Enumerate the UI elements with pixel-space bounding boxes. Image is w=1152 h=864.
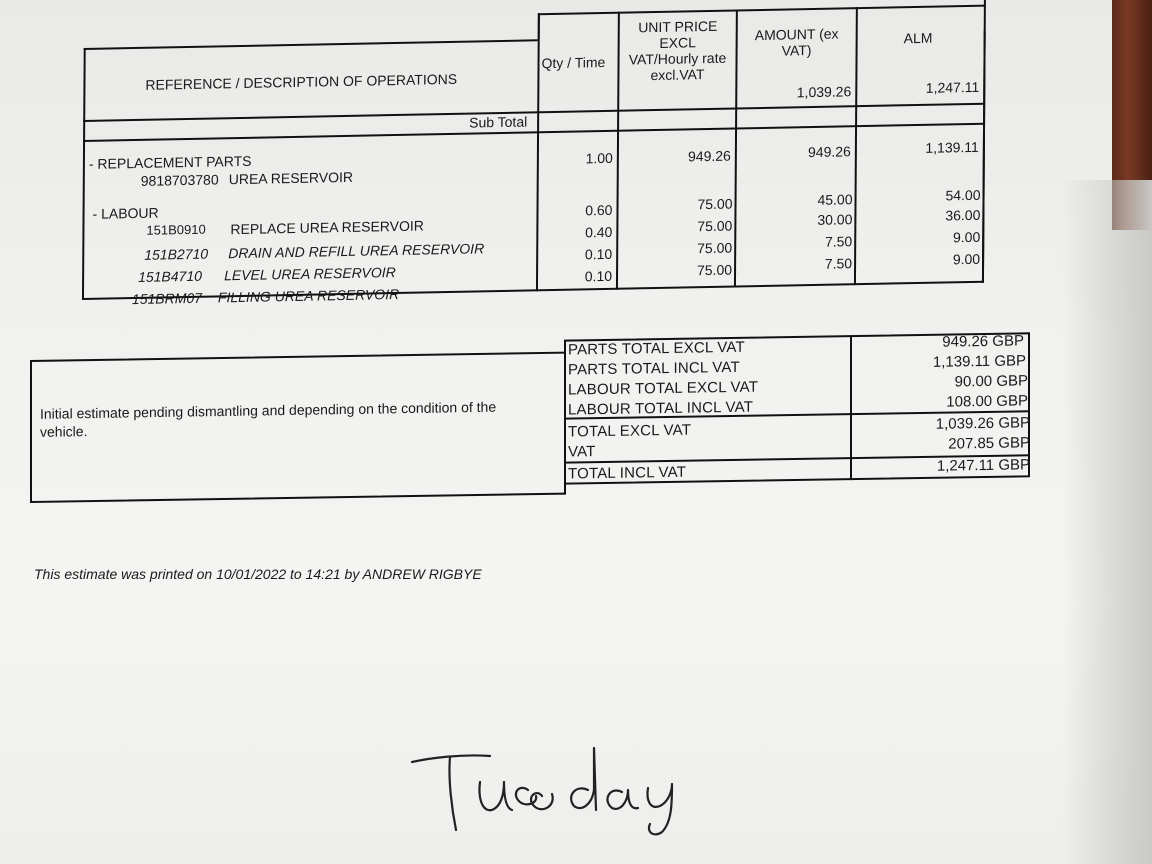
row-code: 151BRM07: [131, 289, 203, 308]
total-value: 108.00 GBP: [946, 392, 1028, 411]
row-description: UREA RESERVOIR: [228, 168, 354, 188]
row-unit: 75.00: [697, 239, 733, 257]
row-qty: 0.10: [584, 245, 613, 263]
row-qty: 0.40: [585, 223, 613, 241]
row-unit: 75.00: [697, 195, 733, 213]
row-code: 151B0910: [146, 221, 206, 238]
row-description: LEVEL UREA RESERVOIR: [224, 264, 396, 284]
row-code: 151B4710: [138, 267, 203, 285]
section-title-parts: - REPLACEMENT PARTS: [88, 152, 252, 172]
row-qty: 0.10: [584, 267, 613, 285]
operations-table: [82, 0, 986, 308]
total-value: 90.00 GBP: [954, 372, 1028, 391]
row-amount: 45.00: [817, 191, 853, 208]
row-description: REPLACE UREA RESERVOIR: [230, 217, 424, 238]
row-alm: 1,139.11: [925, 138, 979, 156]
total-value: 949.26 GBP: [942, 332, 1024, 351]
subtotal-label: Sub Total: [469, 113, 528, 131]
subtotal-alm: 1,247.11: [925, 78, 980, 96]
total-label: TOTAL EXCL VAT: [568, 421, 692, 441]
total-label: LABOUR TOTAL EXCL VAT: [568, 378, 759, 399]
header-amount: AMOUNT (ex VAT): [754, 25, 839, 59]
row-qty: 0.60: [585, 201, 613, 219]
row-alm: 54.00: [945, 186, 981, 204]
row-alm: 36.00: [945, 206, 981, 224]
total-label: PARTS TOTAL EXCL VAT: [568, 338, 745, 359]
total-value: 207.85 GBP: [948, 434, 1030, 453]
row-description: DRAIN AND REFILL UREA RESERVOIR: [228, 240, 485, 262]
row-description: FILLING UREA RESERVOIR: [217, 285, 400, 306]
estimate-note: Initial estimate pending dismantling and depending on the condition of the: [40, 398, 497, 422]
header-alm: ALM: [903, 29, 933, 47]
row-amount: 30.00: [817, 211, 853, 228]
subtotal-amount: 1,039.26: [796, 83, 852, 101]
row-code: 151B2710: [144, 245, 209, 263]
row-code: 9818703780: [140, 171, 219, 189]
header-qty: Qty / Time: [541, 53, 606, 72]
row-qty: 1.00: [585, 149, 613, 167]
total-value: 1,139.11 GBP: [932, 352, 1026, 371]
total-value: 1,247.11 GBP: [936, 456, 1030, 475]
row-unit: 949.26: [687, 147, 731, 165]
handwritten-tuesday: [410, 740, 710, 840]
print-footer: This estimate was printed on 10/01/2022 to 14:21 by ANDREW RIGBYE: [34, 566, 482, 582]
total-label: TOTAL INCL VAT: [568, 463, 687, 483]
totals-table: [30, 332, 1030, 503]
total-label: LABOUR TOTAL INCL VAT: [568, 398, 754, 419]
row-unit: 75.00: [696, 261, 733, 279]
row-unit: 75.00: [697, 217, 733, 235]
total-value: 1,039.26 GBP: [935, 414, 1030, 433]
row-amount: 7.50: [824, 255, 853, 272]
row-amount: 7.50: [824, 233, 853, 250]
header-reference: REFERENCE / DESCRIPTION OF OPERATIONS: [145, 70, 458, 93]
total-label: PARTS TOTAL INCL VAT: [568, 358, 740, 379]
section-title-labour: - LABOUR: [92, 204, 159, 222]
row-amount: 949.26: [807, 143, 851, 161]
row-alm: 9.00: [952, 250, 981, 268]
header-unit-price: UNIT PRICE EXCL VAT/Hourly rate excl.VAT: [628, 17, 727, 84]
total-label: VAT: [568, 443, 596, 461]
estimate-note-cont: vehicle.: [40, 423, 88, 440]
note-box: [30, 352, 566, 503]
row-alm: 9.00: [952, 228, 981, 246]
